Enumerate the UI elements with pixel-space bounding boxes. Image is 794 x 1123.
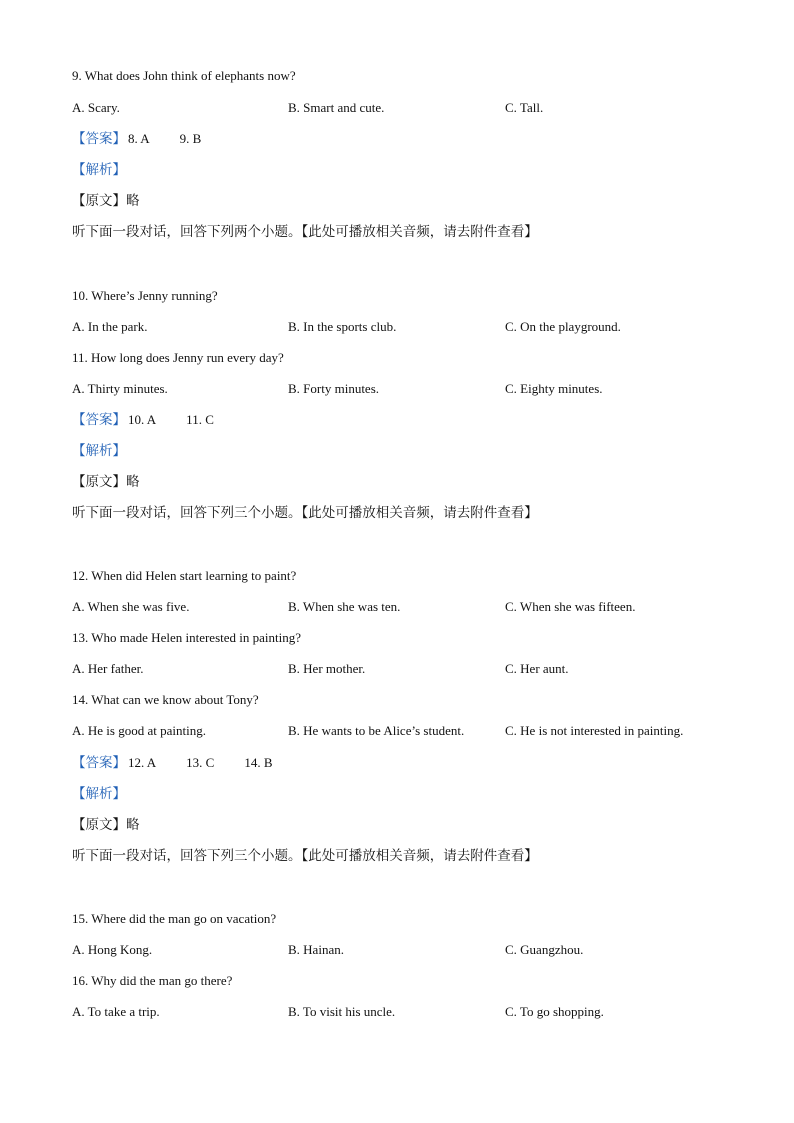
original-row-8-9 <box>72 193 140 209</box>
analysis-label: 【解析】 <box>72 162 126 178</box>
q12-option-c: C. When she was fifteen. <box>505 599 636 614</box>
q15-option-a: A. Hong Kong. <box>72 942 153 957</box>
q11-option-c: C. Eighty minutes. <box>505 381 603 396</box>
original-value: 略 <box>126 193 140 209</box>
answer-label: 【答案】 <box>72 131 126 147</box>
answer-9: 9. B <box>179 131 202 146</box>
q13-option-a: A. Her father. <box>72 661 144 676</box>
q13-option-c: C. Her aunt. <box>505 661 569 676</box>
answer-11: 11. C <box>186 412 214 427</box>
q15-option-c: C. Guangzhou. <box>505 942 584 957</box>
answer-8: 8. A <box>128 131 150 146</box>
answer-12: 12. A <box>128 755 157 770</box>
question-9: 9. What does John think of elephants now? <box>72 68 296 83</box>
analysis-row-10-11 <box>72 443 126 459</box>
q15-option-b: B. Hainan. <box>288 942 344 957</box>
q14-option-a: A. He is good at painting. <box>72 723 206 738</box>
answer-row-10-11 <box>72 412 214 428</box>
answer-label: 【答案】 <box>72 412 126 428</box>
question-14: 14. What can we know about Tony? <box>72 692 259 707</box>
answer-10: 10. A <box>128 412 157 427</box>
q13-option-b: B. Her mother. <box>288 661 366 676</box>
original-label: 【原文】 <box>72 474 126 490</box>
original-label: 【原文】 <box>72 193 126 209</box>
q12-option-a: A. When she was five. <box>72 599 190 614</box>
q9-option-b: B. Smart and cute. <box>288 100 385 115</box>
answer-13: 13. C <box>186 755 215 770</box>
q10-option-a: A. In the park. <box>72 319 148 334</box>
question-16: 16. Why did the man go there? <box>72 973 233 988</box>
original-value: 略 <box>126 474 140 490</box>
instruction-two-questions: 听下面一段对话，回答下列两个小题。【此处可播放相关音频，请去附件查看】 <box>72 224 538 240</box>
answer-label: 【答案】 <box>72 755 126 771</box>
analysis-row-12-14 <box>72 786 126 802</box>
q16-option-a: A. To take a trip. <box>72 1004 160 1019</box>
analysis-row-8-9 <box>72 162 126 178</box>
q10-option-b: B. In the sports club. <box>288 319 397 334</box>
original-value: 略 <box>126 817 140 833</box>
q9-option-a: A. Scary. <box>72 100 120 115</box>
q14-option-b: B. He wants to be Alice’s student. <box>288 723 465 738</box>
answer-14: 14. B <box>244 755 273 770</box>
q11-option-b: B. Forty minutes. <box>288 381 380 396</box>
analysis-label: 【解析】 <box>72 443 126 459</box>
q12-option-b: B. When she was ten. <box>288 599 401 614</box>
instruction-three-questions: 听下面一段对话，回答下列三个小题。【此处可播放相关音频，请去附件查看】 <box>72 505 538 521</box>
q14-option-c: C. He is not interested in painting. <box>505 723 684 738</box>
answer-row-8-9 <box>72 131 201 147</box>
question-10: 10. Where’s Jenny running? <box>72 288 218 303</box>
question-15: 15. Where did the man go on vacation? <box>72 911 277 926</box>
q11-option-a: A. Thirty minutes. <box>72 381 168 396</box>
original-label: 【原文】 <box>72 817 126 833</box>
question-11: 11. How long does Jenny run every day? <box>72 350 284 365</box>
original-row-12-14 <box>72 817 140 833</box>
instruction-three-questions: 听下面一段对话，回答下列三个小题。【此处可播放相关音频，请去附件查看】 <box>72 848 538 864</box>
answer-row-12-14 <box>72 755 273 771</box>
q16-option-b: B. To visit his uncle. <box>288 1004 396 1019</box>
question-13: 13. Who made Helen interested in painting? <box>72 630 301 645</box>
q10-option-c: C. On the playground. <box>505 319 621 334</box>
original-row-10-11 <box>72 474 140 490</box>
q16-option-c: C. To go shopping. <box>505 1004 604 1019</box>
q9-option-c: C. Tall. <box>505 100 544 115</box>
question-12: 12. When did Helen start learning to paint? <box>72 568 297 583</box>
analysis-label: 【解析】 <box>72 786 126 802</box>
